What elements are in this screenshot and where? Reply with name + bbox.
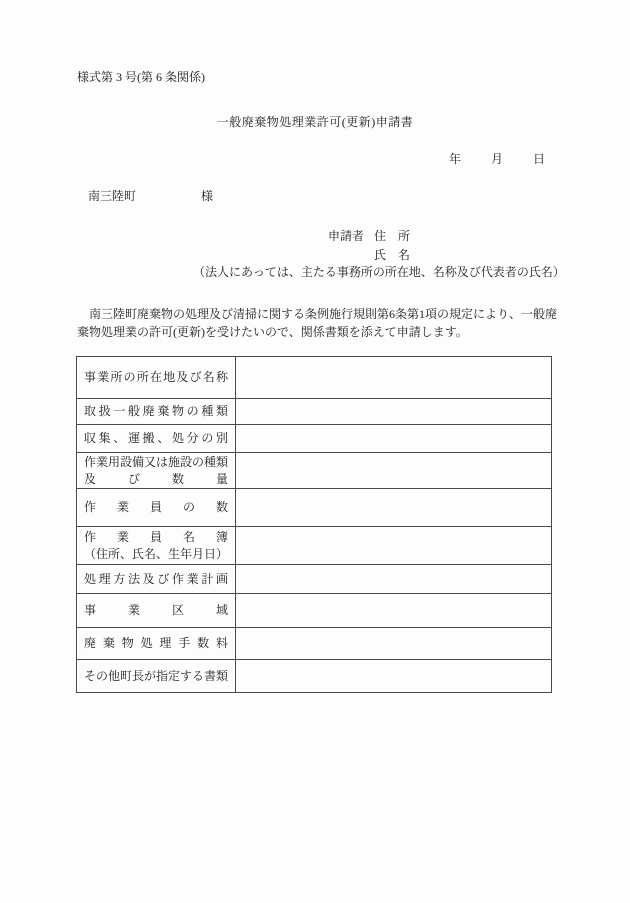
row-label: その他町長が指定する書類 xyxy=(84,668,229,683)
addressee-honorific: 様 xyxy=(201,189,214,203)
row-value-cell xyxy=(236,660,551,692)
row-label: 処理方法及び作業計画 xyxy=(84,571,228,586)
applicant-name-label: 氏 名 xyxy=(374,248,411,262)
row-value-cell xyxy=(236,489,551,526)
application-table xyxy=(76,356,552,693)
row-label: 事業所の所在地及び名称 xyxy=(84,370,228,384)
row-label: 作業員の数 xyxy=(84,500,228,514)
row-label: 作業用設備又は施設の種類 xyxy=(84,454,229,469)
row-label-cell xyxy=(77,628,236,659)
table-row-equipment xyxy=(77,452,551,488)
addressee-line xyxy=(88,189,213,203)
row-label-cell xyxy=(77,660,236,692)
row-label-cell xyxy=(77,489,236,526)
row-value-cell xyxy=(236,453,551,488)
row-label-cell xyxy=(77,399,236,424)
corporate-note: （法人にあっては、主たる事務所の所在地、名称及び代表者の氏名） xyxy=(193,265,565,279)
table-row-processing-fee xyxy=(77,627,551,659)
page-title: 一般廃棄物処理業許可(更新)申請書 xyxy=(216,115,414,129)
row-label-line2: 及び数量 xyxy=(84,471,228,486)
table-row-processing-plan xyxy=(77,564,551,593)
addressee-name: 南三陸町 xyxy=(88,189,137,203)
row-label-cell xyxy=(77,527,236,564)
row-value-cell xyxy=(236,399,551,424)
table-row-worker-roster xyxy=(77,526,551,564)
row-label: 収集、運搬、処分の別 xyxy=(84,431,228,445)
row-value-cell xyxy=(236,425,551,452)
table-row-business-area xyxy=(77,593,551,627)
table-row-office-location xyxy=(77,357,551,398)
form-number: 様式第 3 号(第 6 条関係) xyxy=(77,70,205,84)
row-label-cell xyxy=(77,357,236,398)
row-label: 廃棄物処理手数料 xyxy=(84,636,228,650)
date-year-label: 年 xyxy=(448,152,461,166)
row-value-cell xyxy=(236,594,551,627)
applicant-line xyxy=(328,229,410,243)
row-value-cell xyxy=(236,527,551,564)
table-row-collection-type xyxy=(77,424,551,452)
date-day-label: 日 xyxy=(532,152,545,166)
table-row-other-documents xyxy=(77,659,551,692)
table-row-waste-types xyxy=(77,398,551,424)
row-value-cell xyxy=(236,565,551,593)
body-paragraph-line-1: 南三陸町廃棄物の処理及び清掃に関する条例施行規則第6条第1項の規定により、一般廃 xyxy=(89,307,558,321)
row-label-cell xyxy=(77,565,236,593)
row-label: 取扱一般廃棄物の種類 xyxy=(84,404,228,418)
row-value-cell xyxy=(236,628,551,659)
row-label-cell xyxy=(77,594,236,627)
applicant-address-label: 住 所 xyxy=(374,229,411,243)
body-paragraph-line-2: 棄物処理業の許可(更新)を受けたいので、関係書類を添えて申請します。 xyxy=(77,325,468,339)
row-label: 事業区域 xyxy=(84,603,228,617)
date-month-label: 月 xyxy=(490,152,503,166)
row-label-cell xyxy=(77,453,236,488)
row-label: 作業員名簿 xyxy=(84,529,228,544)
row-label-cell xyxy=(77,425,236,452)
applicant-label: 申請者 xyxy=(328,229,365,243)
table-row-worker-count xyxy=(77,488,551,526)
row-value-cell xyxy=(236,357,551,398)
date-line xyxy=(449,152,545,166)
row-label-line2: （住所、氏名、生年月日） xyxy=(84,546,229,561)
